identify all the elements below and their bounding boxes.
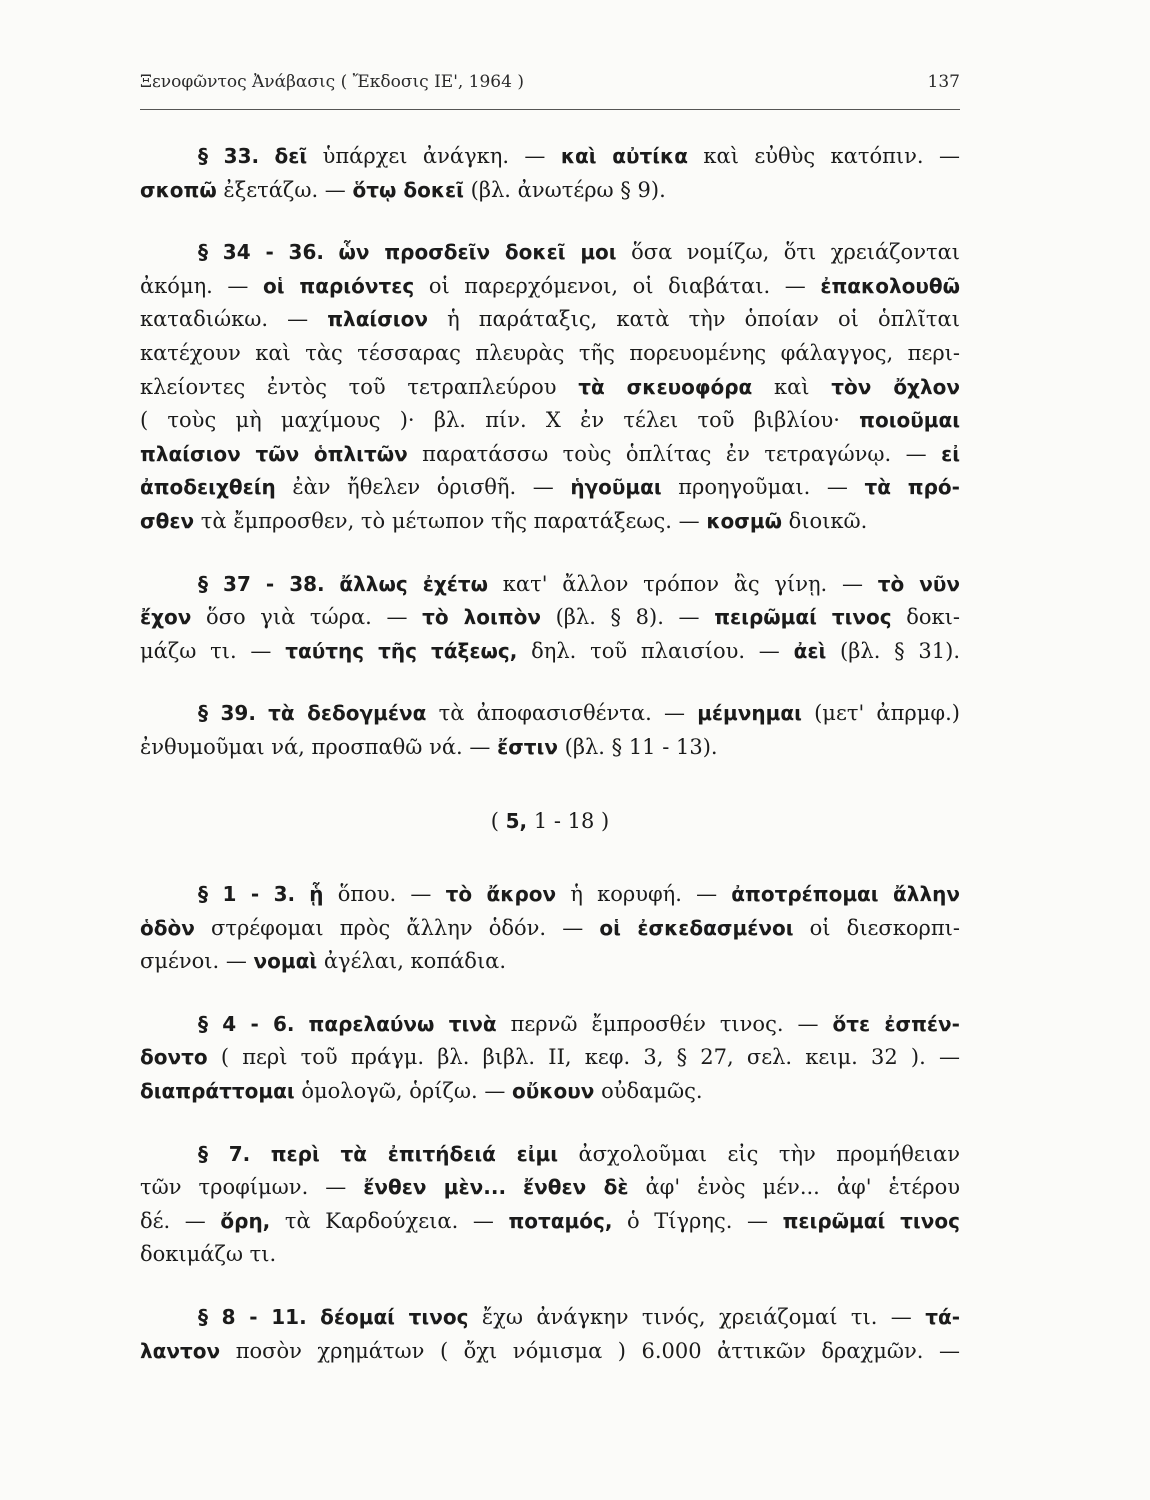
lemma: ποταμός, bbox=[508, 1208, 613, 1233]
text-line bbox=[140, 1075, 960, 1109]
gloss: μάζω τι. — bbox=[140, 638, 272, 663]
gloss: δηλ. τοῦ πλαισίου. — bbox=[531, 638, 780, 663]
lemma: οἱ ἐσκεδασμένοι bbox=[599, 915, 794, 940]
gloss: 1 - 18 ) bbox=[533, 808, 610, 833]
lemma: ἀεὶ bbox=[793, 638, 827, 663]
lemma: πειρῶμαί τινος bbox=[782, 1208, 960, 1233]
lemma: εἰ bbox=[941, 441, 961, 466]
gloss: ὅσα νομίζω, ὅτι χρειάζονται bbox=[631, 240, 960, 265]
gloss: καὶ bbox=[773, 374, 810, 399]
lemma: ἀποτρέπομαι ἄλλην bbox=[731, 882, 960, 907]
text-line bbox=[140, 635, 960, 669]
lemma: § 1 - 3. bbox=[198, 882, 296, 907]
gloss: δοκιμάζω τι. bbox=[140, 1242, 277, 1267]
lemma: πειρῶμαί τινος bbox=[714, 605, 892, 630]
lemma: πλαίσιον bbox=[327, 307, 428, 332]
running-header bbox=[140, 72, 960, 92]
lemma: δεῖ bbox=[274, 144, 308, 168]
gloss: δοκι- bbox=[906, 605, 960, 630]
commentary-body bbox=[140, 140, 960, 1368]
lemma: ἀποδειχθείη bbox=[140, 475, 276, 500]
text-line bbox=[140, 337, 960, 371]
lemma: τὸ λοιπὸν bbox=[422, 605, 541, 630]
gloss: ἀγέλαι, κοπάδια. bbox=[323, 949, 507, 974]
text-line bbox=[140, 945, 960, 979]
lemma: ἔνθεν μὲν... bbox=[363, 1175, 507, 1200]
gloss: οἱ παρερχόμενοι, οἱ διαβάται. — bbox=[428, 273, 806, 298]
text-line bbox=[140, 878, 960, 912]
lemma: ἡγοῦμαι bbox=[570, 475, 662, 500]
lemma: 5, bbox=[505, 808, 528, 833]
text-line bbox=[140, 601, 960, 635]
lemma: § 37 - 38. bbox=[198, 571, 325, 596]
lemma: § 33. bbox=[198, 144, 260, 168]
text-line bbox=[140, 236, 960, 270]
gloss: κλείοντες ἐντὸς τοῦ τετραπλεύρου bbox=[140, 374, 557, 399]
section-7 bbox=[140, 1138, 960, 1272]
gloss: προηγοῦμαι. — bbox=[678, 475, 848, 500]
lemma: ἔνθεν δὲ bbox=[523, 1175, 629, 1200]
gloss: ὑπάρχει ἀνάγκη. — bbox=[322, 144, 546, 168]
gloss: κατέχουν καὶ τὰς τέσσαρας πλευρὰς τῆς πορευομένης φάλαγγος, περι- bbox=[140, 340, 960, 365]
gloss: τῶν τροφίμων. — bbox=[140, 1175, 347, 1200]
gloss: διοικῶ. bbox=[788, 508, 868, 533]
text-line bbox=[140, 1238, 960, 1272]
lemma: ἔχον bbox=[140, 605, 192, 630]
lemma: ὅτε ἐσπέν- bbox=[832, 1011, 960, 1036]
lemma: ὅτῳ δοκεῖ bbox=[352, 177, 464, 202]
lemma: ἐπακολουθῶ bbox=[820, 273, 961, 298]
lemma: ποιοῦμαι bbox=[859, 408, 960, 433]
gloss: περνῶ ἔμπροσθέν τινος. — bbox=[510, 1011, 819, 1036]
text-line bbox=[140, 140, 960, 174]
gloss: καὶ εὐθὺς κατόπιν. — bbox=[703, 144, 960, 168]
section-33 bbox=[140, 140, 960, 207]
gloss: σμένοι. — bbox=[140, 949, 247, 974]
lemma: σκοπῶ bbox=[140, 177, 217, 202]
gloss: (βλ. ἀνωτέρω § 9). bbox=[470, 177, 666, 202]
lemma: τὰ σκευοφόρα bbox=[578, 374, 753, 399]
header-title: Ξενοφῶντος Ἀνάβασις ( Ἔκδοσις ΙΕ', 1964 ) bbox=[140, 72, 524, 92]
lemma: τὸ ἄκρον bbox=[445, 882, 557, 907]
gloss: ἀσχολοῦμαι εἰς τὴν προμήθειαν bbox=[578, 1141, 960, 1166]
gloss: δέ. — bbox=[140, 1208, 206, 1233]
text-line bbox=[140, 731, 960, 765]
gloss: οὐδαμῶς. bbox=[601, 1079, 703, 1104]
gloss: ἀφ' ἑνὸς μέν... ἀφ' ἑτέρου bbox=[645, 1175, 960, 1200]
lemma: περὶ τὰ ἐπιτήδειά εἰμι bbox=[270, 1141, 559, 1166]
lemma: § 39. bbox=[198, 701, 256, 726]
gloss: ἡ παράταξις, κατὰ τὴν ὁποίαν οἱ ὁπλῖται bbox=[447, 307, 960, 332]
lemma: διαπράττομαι bbox=[140, 1079, 295, 1104]
gloss: ὅπου. — bbox=[337, 882, 432, 907]
gloss: ( περὶ τοῦ πράγμ. βλ. βιβλ. ΙΙ, κεφ. 3, § 27, σελ. κειμ. 32 ). — bbox=[220, 1045, 960, 1070]
text-line bbox=[140, 912, 960, 946]
gloss: ἡ κορυφή. — bbox=[570, 882, 718, 907]
text-line bbox=[140, 270, 960, 304]
text-line bbox=[140, 1041, 960, 1075]
gloss: ὁμολογῶ, ὁρίζω. — bbox=[301, 1079, 506, 1104]
gloss: καταδιώκω. — bbox=[140, 307, 309, 332]
text-line bbox=[140, 1205, 960, 1239]
gloss: ὅσο γιὰ τώρα. — bbox=[206, 605, 408, 630]
lemma: παρελαύνω τινὰ bbox=[308, 1011, 497, 1036]
lemma: τὸ νῦν bbox=[877, 571, 961, 596]
text-line bbox=[140, 1138, 960, 1172]
gloss: (βλ. § 11 - 13). bbox=[564, 734, 718, 759]
gloss: στρέφομαι πρὸς ἄλλην ὁδόν. — bbox=[211, 915, 584, 940]
section-4-6 bbox=[140, 1008, 960, 1109]
gloss: κατ' ἄλλον τρόπον ἂς γίνῃ. — bbox=[502, 571, 863, 596]
lemma: § 4 - 6. bbox=[198, 1011, 295, 1036]
lemma: κοσμῶ bbox=[706, 508, 782, 533]
gloss: ἐὰν ἤθελεν ὁρισθῆ. — bbox=[292, 475, 554, 500]
lemma: οὔκουν bbox=[512, 1079, 595, 1104]
lemma: ᾗ bbox=[309, 882, 324, 907]
lemma: § 34 - 36. bbox=[198, 240, 324, 265]
lemma: πλαίσιον τῶν ὁπλιτῶν bbox=[140, 441, 408, 466]
header-rule bbox=[140, 109, 960, 110]
section-34-36 bbox=[140, 236, 960, 538]
lemma: τὰ πρό- bbox=[864, 475, 960, 500]
gloss: (βλ. § 8). — bbox=[555, 605, 700, 630]
text-line bbox=[140, 568, 960, 602]
chapter-heading bbox=[140, 805, 960, 839]
lemma: καὶ αὐτίκα bbox=[560, 144, 688, 168]
gloss: ἐνθυμοῦμαι νά, προσπαθῶ νά. — bbox=[140, 734, 491, 759]
gloss: ( τοὺς μὴ μαχίμους )· βλ. πίν. Χ ἐν τέλει τοῦ βιβλίου· bbox=[140, 408, 840, 433]
lemma: τά- bbox=[925, 1305, 960, 1330]
lemma: ὧν προσδεῖν δοκεῖ μοι bbox=[338, 240, 617, 265]
lemma: δέομαί τινος bbox=[320, 1305, 469, 1330]
text-line bbox=[140, 471, 960, 505]
gloss: ὁ Τίγρης. — bbox=[627, 1208, 768, 1233]
lemma: ἔστιν bbox=[497, 734, 558, 759]
text-line bbox=[140, 1008, 960, 1042]
gloss: ἐξετάζω. — bbox=[223, 177, 346, 202]
lemma: ταύτης τῆς τάξεως, bbox=[285, 638, 518, 663]
gloss: παρατάσσω τοὺς ὁπλίτας ἐν τετραγώνῳ. — bbox=[422, 441, 927, 466]
gloss: ( bbox=[490, 808, 499, 833]
lemma: μέμνημαι bbox=[697, 701, 802, 726]
lemma: τὰ δεδογμένα bbox=[268, 701, 427, 726]
lemma: οἱ παριόντες bbox=[263, 273, 415, 298]
section-37-38 bbox=[140, 568, 960, 669]
gloss: τὰ Καρδούχεια. — bbox=[284, 1208, 494, 1233]
text-line bbox=[140, 1301, 960, 1335]
section-1-3 bbox=[140, 878, 960, 979]
text-line bbox=[140, 404, 960, 438]
text-line bbox=[140, 505, 960, 539]
section-39 bbox=[140, 697, 960, 764]
gloss: (μετ' ἀπρμφ.) bbox=[814, 701, 960, 726]
lemma: δοντο bbox=[140, 1045, 208, 1070]
text-line bbox=[140, 371, 960, 405]
lemma: ἄλλως ἐχέτω bbox=[339, 571, 489, 596]
gloss: οἱ διεσκορπι- bbox=[809, 915, 961, 940]
lemma: ὁδὸν bbox=[140, 915, 195, 940]
lemma: λαντον bbox=[140, 1338, 221, 1363]
text-line bbox=[140, 1335, 960, 1369]
lemma: νομαὶ bbox=[253, 949, 318, 974]
lemma: τὸν ὄχλον bbox=[831, 374, 960, 399]
lemma: § 8 - 11. bbox=[198, 1305, 307, 1330]
lemma: § 7. bbox=[198, 1141, 251, 1166]
text-line bbox=[140, 697, 960, 731]
gloss: τὰ ἔμπροσθεν, τὸ μέτωπον τῆς παρατάξεως. — bbox=[200, 508, 700, 533]
text-line bbox=[140, 438, 960, 472]
gloss: (βλ. § 31). bbox=[840, 638, 960, 663]
lemma: ὄρη, bbox=[220, 1208, 271, 1233]
text-line bbox=[140, 174, 960, 208]
text-line bbox=[140, 303, 960, 337]
text-line bbox=[140, 1171, 960, 1205]
gloss: ποσὸν χρημάτων ( ὄχι νόμισμα ) 6.000 ἀττικῶν δραχμῶν. — bbox=[235, 1338, 961, 1363]
lemma: σθεν bbox=[140, 508, 195, 533]
gloss: τὰ ἀποφασισθέντα. — bbox=[438, 701, 685, 726]
page-number: 137 bbox=[927, 72, 960, 92]
gloss: ἔχω ἀνάγκην τινός, χρειάζομαί τι. — bbox=[481, 1305, 912, 1330]
section-8-11 bbox=[140, 1301, 960, 1368]
gloss: ἀκόμη. — bbox=[140, 273, 249, 298]
